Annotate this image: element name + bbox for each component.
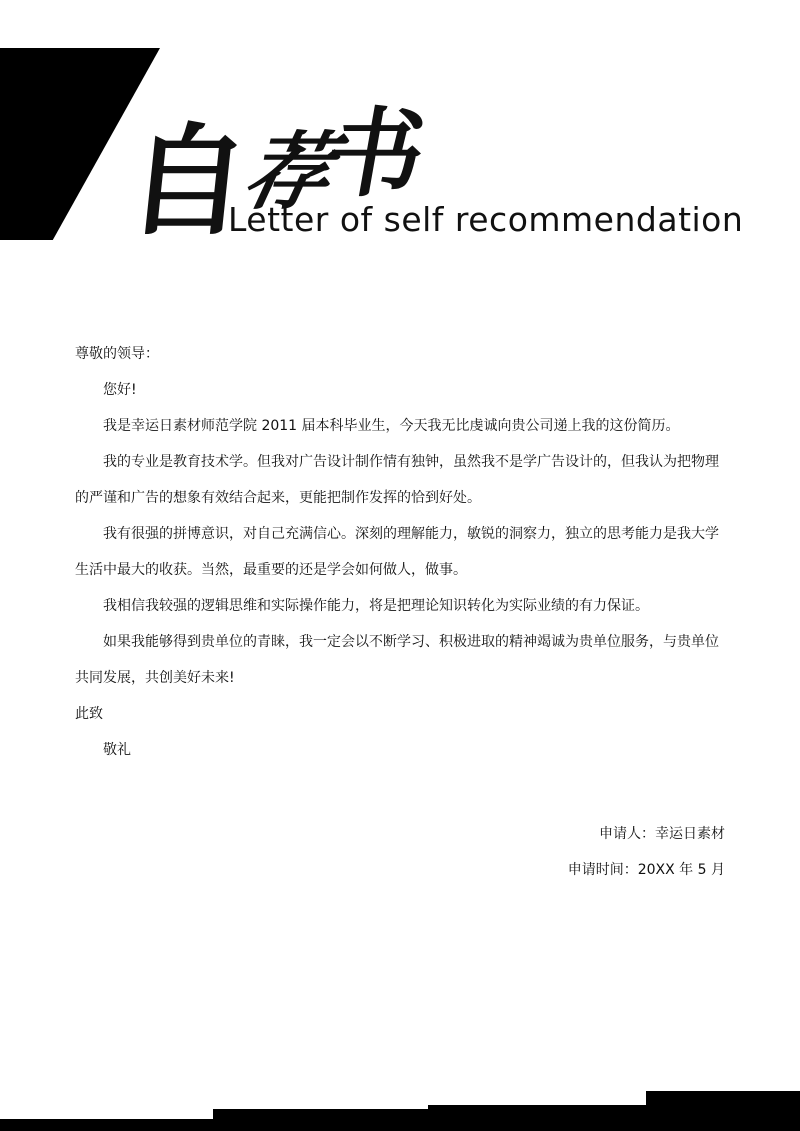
paragraph-5: 如果我能够得到贵单位的青睐，我一定会以不断学习、积极进取的精神竭诚为贵单位服务，与贵单位共同发展，共创美好未来!	[75, 634, 719, 686]
title-char-2: 荐	[235, 122, 337, 221]
paragraph-2: 我的专业是教育技术学。但我对广告设计制作情有独钟，虽然我不是学广告设计的，但我认为把物理的严谨和广告的想象有效结合起来，更能把制作发挥的恰到好处。	[75, 454, 719, 506]
paragraph-1: 我是幸运日素材师范学院 2011 届本科毕业生，今天我无比虔诚向贵公司递上我的这份简历。	[103, 418, 680, 434]
title-english: Letter of self recommendation	[228, 200, 744, 239]
title-char-1: 自	[120, 111, 252, 252]
letter-body	[75, 336, 725, 768]
applicant-line: 申请人：幸运日素材	[599, 826, 725, 842]
signature-block	[568, 816, 725, 888]
paragraph-3: 我有很强的拼博意识，对自己充满信心。深刻的理解能力，敏锐的洞察力，独立的思考能力是我大学生活中最大的收获。当然，最重要的还是学会如何做人，做事。	[75, 526, 719, 578]
greeting: 您好!	[103, 382, 137, 398]
paragraph-4: 我相信我较强的逻辑思维和实际操作能力，将是把理论知识转化为实际业绩的有力保证。	[103, 598, 649, 614]
date-line: 申请时间：20XX 年 5 月	[567, 862, 725, 878]
title-char-3: 书	[318, 97, 431, 210]
regards: 敬礼	[103, 742, 131, 758]
footer-bar-step-3	[646, 1091, 800, 1131]
salutation: 尊敬的领导：	[75, 346, 159, 362]
closing: 此致	[75, 706, 103, 722]
